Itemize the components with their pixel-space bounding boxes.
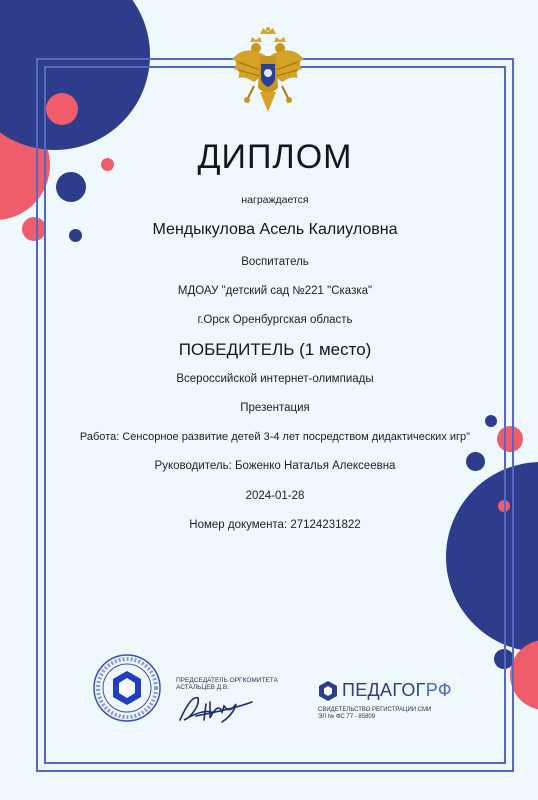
award-result: ПОБЕДИТЕЛЬ (1 место): [178, 340, 372, 359]
work-title: Работа: Сенсорное развитие детей 3-4 лет посредством дидактических игр": [79, 431, 471, 443]
decor-circle-pink-right: [510, 640, 538, 710]
event-name: Всероссийской интернет-олимпиады: [176, 373, 374, 385]
double-headed-eagle-emblem-icon: [230, 26, 306, 120]
brand-main: ПЕДАГОГ: [342, 680, 426, 700]
registration-line-2: ЭЛ № ФС 77 - 85809: [318, 714, 376, 720]
brand-suffix: РФ: [425, 680, 452, 700]
pedagog-hexagon-logo-icon: [318, 680, 338, 702]
document-number: Номер документа: 27124231822: [189, 519, 361, 531]
signature-icon: [176, 692, 256, 726]
recipient-position: Воспитатель: [241, 256, 309, 268]
registration-line-1: СВИДЕТЕЛЬСТВО РЕГИСТРАЦИИ СМИ: [318, 707, 432, 713]
awarded-label: награждается: [241, 194, 309, 206]
award-date: 2024-01-28: [245, 490, 305, 502]
chair-title: ПРЕДСЕДАТЕЛЬ ОРГКОМИТЕТА: [176, 677, 278, 684]
recipient-location: г.Орск Оренбургская область: [197, 314, 353, 326]
recipient-organization: МДОАУ "детский сад №221 "Сказка": [177, 285, 373, 297]
supervisor: Руководитель: Боженко Наталья Алексеевна: [154, 460, 396, 472]
category: Презентация: [240, 402, 310, 414]
organizing-committee-seal-icon: [92, 653, 162, 723]
recipient-name: Мендыкулова Асель Калиуловна: [152, 221, 398, 238]
diploma-title: ДИПЛОМ: [197, 138, 353, 176]
brand-name: [342, 680, 452, 701]
chair-name: АСТАЛЬЦЕВ Д.В.: [176, 684, 230, 691]
